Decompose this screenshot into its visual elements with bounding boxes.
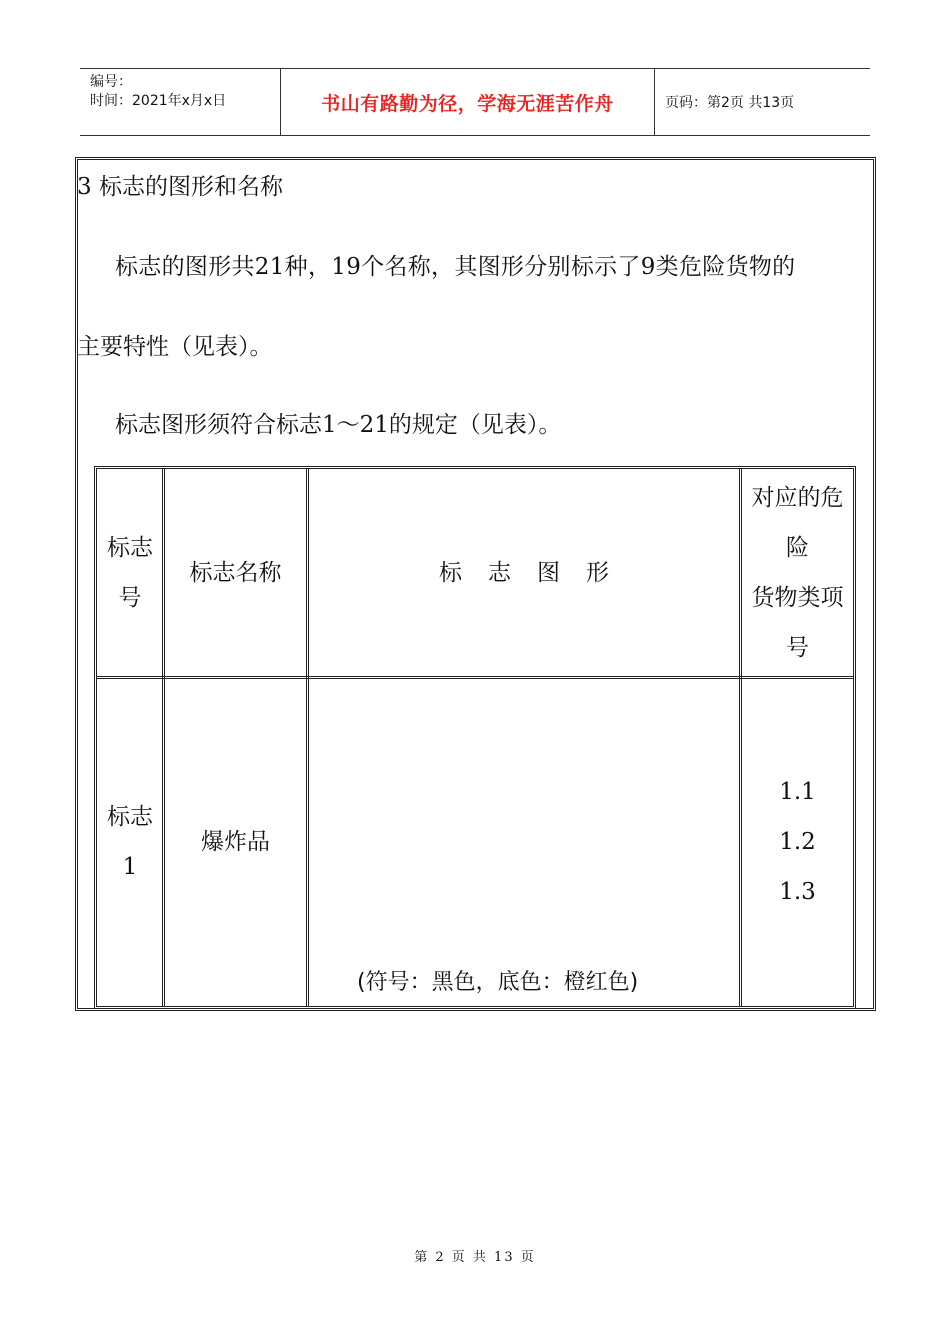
header-goods-class-line4: 号 — [786, 634, 809, 661]
header-graphic-char: 图 — [537, 559, 560, 586]
header-cell-sign-name — [165, 469, 306, 676]
row-goods-class-item: 1.2 — [779, 829, 816, 855]
page-header — [80, 68, 870, 136]
page-footer: 第 2 页 共 13 页 — [414, 1250, 536, 1265]
header-sign-number-line1: 标志 — [107, 534, 153, 561]
serial-number-label: 编号： — [90, 74, 132, 90]
row-sign-name: 爆炸品 — [201, 829, 270, 855]
header-graphic-char: 志 — [488, 559, 511, 586]
row-goods-class-item: 1.1 — [779, 779, 816, 805]
header-sign-name: 标志名称 — [189, 559, 282, 586]
paragraph-2: 标志图形须符合标志1～21的规定（见表）。 — [115, 412, 562, 438]
header-goods-class-line2: 险 — [786, 534, 809, 561]
date-line: 时间：2021年x月x日 — [90, 93, 227, 109]
header-graphic-char: 形 — [586, 559, 609, 586]
header-graphic-char: 标 — [439, 559, 462, 586]
sign-table — [94, 466, 856, 1009]
graphic-color-caption: (符号：黑色，底色：橙红色) — [357, 970, 639, 995]
header-cell-sign-number — [97, 469, 163, 676]
paragraph-1: 标志的图形共21种，19个名称，其图形分别标示了9类危险货物的 — [115, 254, 796, 280]
header-goods-class-line3: 货物类项 — [751, 584, 844, 611]
row-goods-class-cell — [742, 679, 853, 1005]
row-sign-number-cell — [97, 679, 163, 1005]
paragraph-1-continued: 主要特性（见表）。 — [77, 334, 273, 360]
header-motto-cell — [281, 69, 655, 135]
header-goods-class-line1: 对应的危 — [751, 484, 844, 511]
page-info: 页码：第2页 共13页 — [665, 95, 795, 111]
header-meta-cell — [80, 69, 281, 135]
header-sign-number-line2: 号 — [118, 584, 142, 611]
row-sign-number-line2: 1 — [122, 854, 138, 880]
header-cell-sign-graphic — [309, 469, 739, 676]
row-sign-number-line1: 标志 — [107, 804, 153, 830]
header-cell-goods-class — [742, 469, 853, 676]
header-page-cell — [655, 69, 870, 135]
motto-text: 书山有路勤为径，学海无涯苦作舟 — [321, 92, 614, 115]
row-goods-class-item: 1.3 — [779, 879, 816, 905]
row-sign-name-cell — [165, 679, 306, 1005]
section-heading: 3 标志的图形和名称 — [77, 174, 283, 200]
